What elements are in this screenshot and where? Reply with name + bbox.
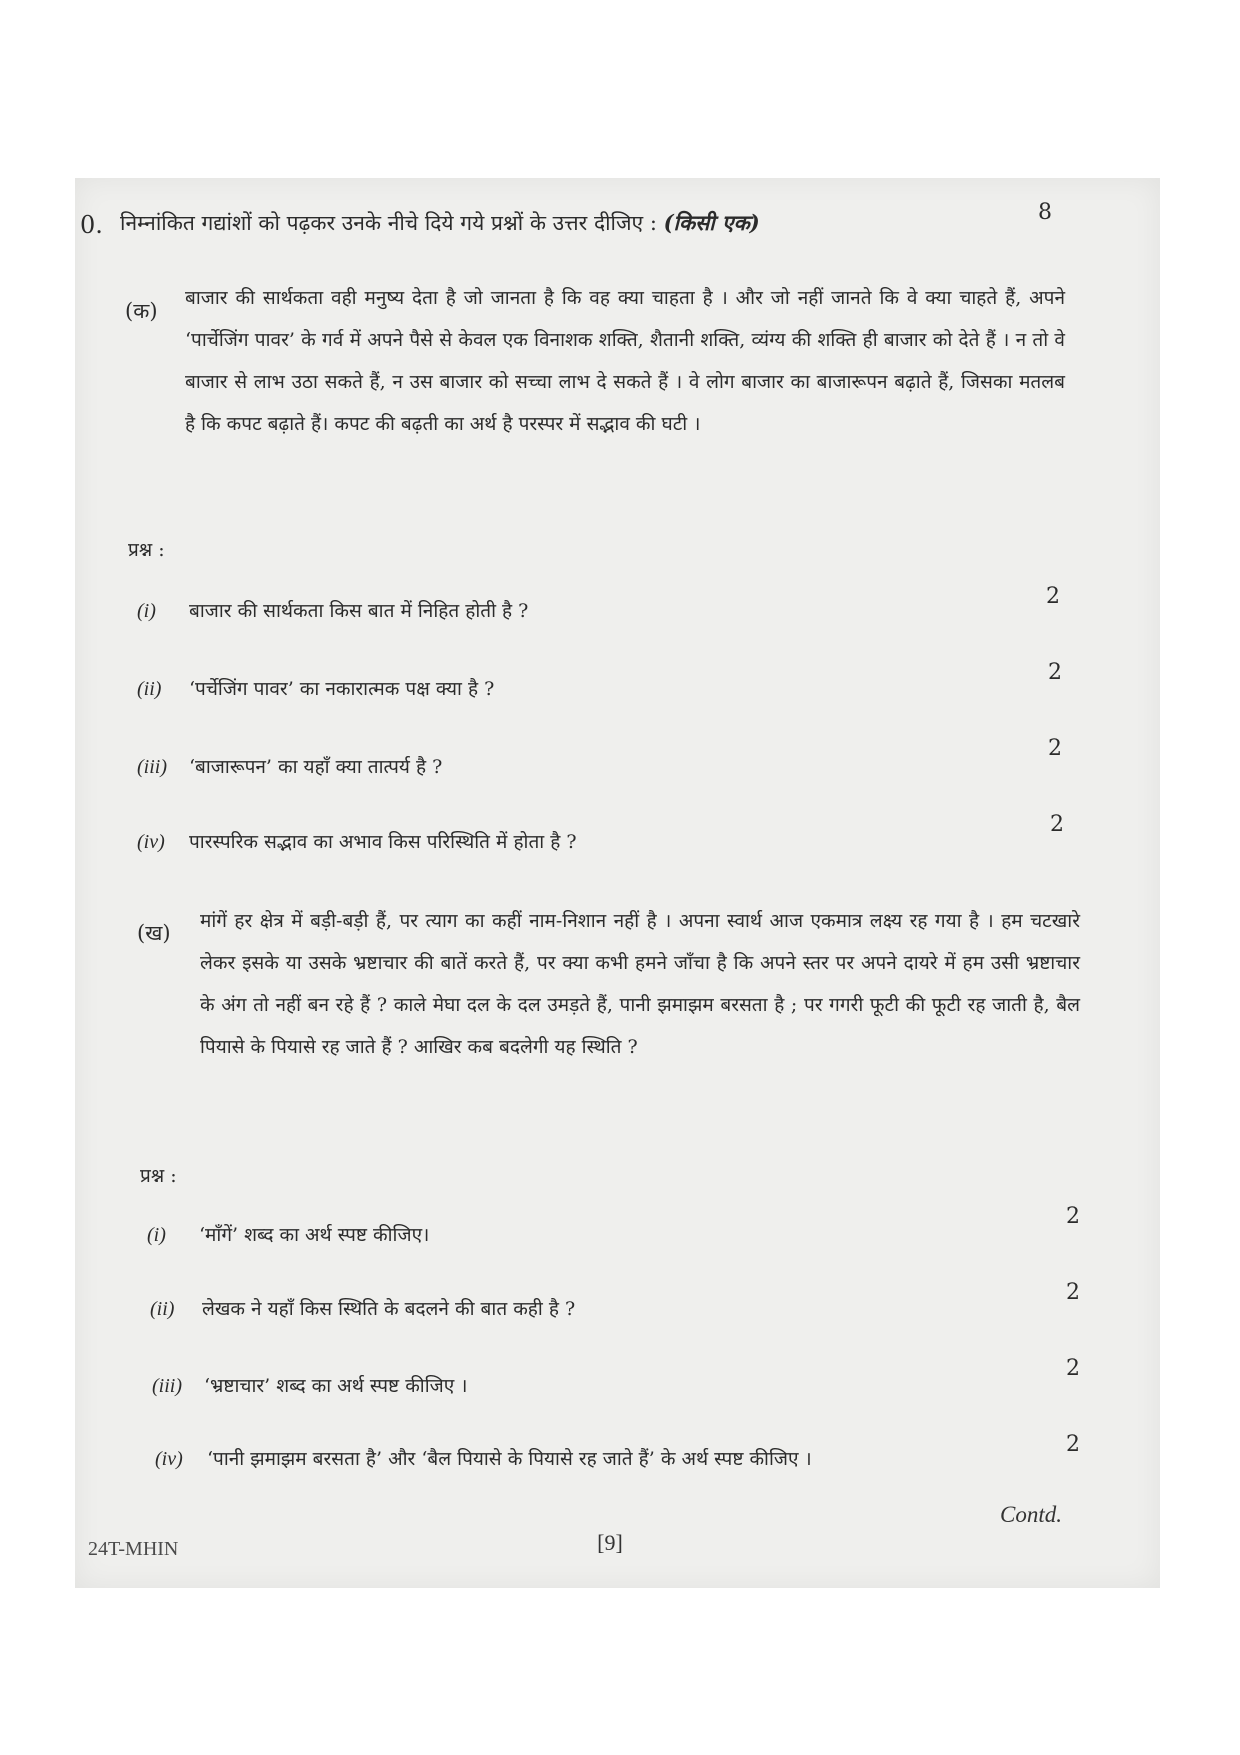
page-number: [9]	[597, 1530, 623, 1555]
passage-a-question-2-marks: 2	[1048, 660, 1062, 685]
question-text: ‘माँगें’ शब्द का अर्थ स्पष्ट कीजिए।	[199, 1224, 430, 1246]
passage-b-question-3-marks: 2	[1066, 1356, 1080, 1381]
question-text: ‘पानी झमाझम बरसता है’ और ‘बैल पियासे के पियासे रह जाते हैं’ के अर्थ स्पष्ट कीजिए ।	[207, 1448, 812, 1470]
passage-b-question-4-marks: 2	[1066, 1432, 1080, 1457]
passage-a-question-1-marks: 2	[1046, 584, 1060, 609]
passage-a-question-3	[137, 754, 442, 780]
question-num: (iv)	[137, 831, 165, 853]
passage-b-question-2-marks: 2	[1066, 1280, 1080, 1305]
passage-b-question-1-marks: 2	[1066, 1204, 1080, 1229]
passage-a-questions-label: प्रश्न :	[128, 539, 165, 561]
passage-a-question-3-marks: 2	[1048, 736, 1062, 761]
question-num: (iv)	[155, 1448, 183, 1470]
question-text: बाजार की सार्थकता किस बात में निहित होती है ?	[189, 600, 529, 622]
question-text: ‘पर्चेजिंग पावर’ का नकारात्मक पक्ष क्या है ?	[189, 678, 495, 700]
passage-b-text: मांगें हर क्षेत्र में बड़ी-बड़ी हैं, पर त्याग का कहीं नाम-निशान नहीं है । अपना स्वार्थ आज एकमात्र लक्ष्य रह गया है । हम चटखारे लेकर इसके या उसके भ्रष्टाचार की बातें करते हैं, पर क्या कभी हमने जाँचा है कि अपने स्तर पर अपने दायरे में हम उसी भ्रष्टाचार के अंग तो नहीं बन रहे हैं ? काले मेघा दल के दल उमड़ते हैं, पानी झमाझम बरसता है ; पर गगरी फूटी की फूटी रह जाती है, बैल पियासे के पियासे रह जाते हैं ? आखिर कब बदलेगी यह स्थिति ?	[200, 910, 1080, 1058]
question-num: (i)	[147, 1224, 166, 1246]
paper-code: 24T-MHIN	[88, 1538, 179, 1560]
passage-b-label: (ख)	[137, 921, 171, 945]
question-text: पारस्परिक सद्भाव का अभाव किस परिस्थिति में होता है ?	[189, 831, 577, 853]
continued-note: Contd.	[1000, 1502, 1062, 1527]
question-text: ‘बाजारूपन’ का यहाँ क्या तात्पर्य है ?	[189, 756, 443, 778]
question-num: (ii)	[150, 1298, 175, 1320]
choice-note: (किसी एक)	[663, 210, 760, 235]
question-num: (iii)	[137, 756, 167, 778]
passage-a-question-2	[137, 676, 494, 702]
question-num: (iii)	[152, 1375, 182, 1397]
question-num: (i)	[137, 600, 156, 622]
passage-b-question-2	[150, 1296, 575, 1322]
instruction-text: निम्नांकित गद्यांशों को पढ़कर उनके नीचे दिये गये प्रश्नों के उत्तर दीजिए :	[120, 211, 657, 235]
question-text: लेखक ने यहाँ किस स्थिति के बदलने की बात कही है ?	[202, 1298, 576, 1320]
passage-a-label: (क)	[125, 299, 158, 323]
passage-a-question-1	[137, 598, 528, 624]
question-number: 0.	[80, 211, 103, 239]
passage-b-question-1	[147, 1222, 429, 1248]
passage-a-text: बाजार की सार्थकता वही मनुष्य देता है जो जानता है कि वह क्या चाहता है । और जो नहीं जानते कि वे क्या चाहते हैं, अपने ‘पार्चेजिंग पावर’ के गर्व में अपने पैसे से केवल एक विनाशक शक्ति, शैतानी शक्ति, व्यंग्य की शक्ति ही बाजार को देते हैं । न तो वे बाजार से लाभ उठा सकते हैं, न उस बाजार को सच्चा लाभ दे सकते हैं । वे लोग बाजार का बाजारूपन बढ़ाते हैं, जिसका मतलब है कि कपट बढ़ाते हैं। कपट की बढ़ती का अर्थ है परस्पर में सद्भाव की घटी ।	[185, 287, 1065, 435]
question-num: (ii)	[137, 678, 162, 700]
passage-a-question-4	[137, 829, 577, 855]
question-text: ‘भ्रष्टाचार’ शब्द का अर्थ स्पष्ट कीजिए ।	[204, 1375, 468, 1397]
passage-b-questions-label: प्रश्न :	[140, 1165, 177, 1187]
passage-b-question-3	[152, 1373, 467, 1399]
passage-b-question-4	[155, 1446, 812, 1472]
question-instruction	[120, 208, 760, 238]
question-marks: 8	[1038, 200, 1052, 225]
passage-a-question-4-marks: 2	[1050, 812, 1064, 837]
